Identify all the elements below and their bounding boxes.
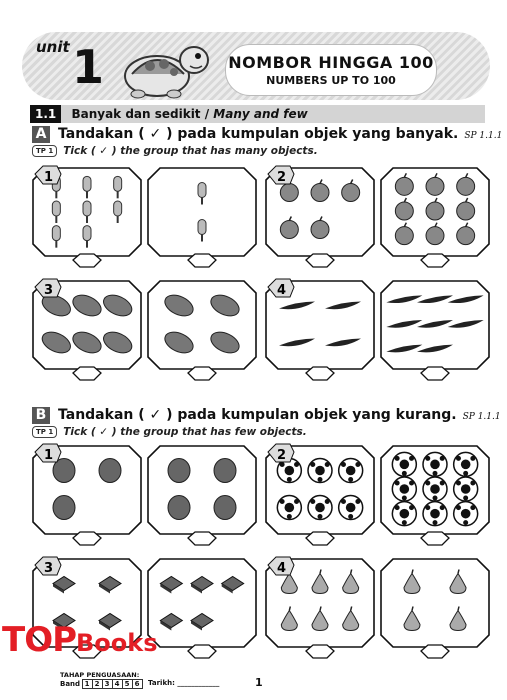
- unit-word: unit: [36, 38, 70, 56]
- football-icon: [392, 477, 416, 501]
- mastery-level-label: TAHAP PENGUASAAN:: [60, 671, 140, 679]
- section-b-q3-right-group-panel: [148, 559, 256, 647]
- section-b-q3-right-tick-box[interactable]: [188, 645, 216, 658]
- section-b-q4-right-tick-box[interactable]: [421, 645, 449, 658]
- section-b-letter: B: [32, 407, 50, 424]
- section-a-q1-right-tick-box[interactable]: [188, 254, 216, 267]
- section-a-q1-left-tick-box[interactable]: [73, 254, 101, 267]
- section-b-instruction: [32, 407, 501, 424]
- turtle-mascot-icon: [112, 34, 222, 102]
- section-a-q4-right-tick-box[interactable]: [421, 367, 449, 380]
- section-a-instruction-text: Tandakan ( ✓ ) pada kumpulan objek yang banyak.: [58, 126, 459, 142]
- watermark-word-top: TOP: [2, 620, 77, 660]
- section-b-q2-right-tick-box[interactable]: [421, 532, 449, 545]
- kiwi-icon: [168, 496, 190, 520]
- band-cell-1[interactable]: 1: [82, 679, 93, 689]
- section-a-question-4: [264, 277, 494, 387]
- date-label: Tarikh:: [148, 679, 175, 687]
- section-a-q4-left-tick-box[interactable]: [306, 367, 334, 380]
- section-a-instruction: [32, 126, 502, 143]
- section-a-sp: SP 1.1.1: [464, 131, 503, 141]
- section-a-q1-right-group-panel: [148, 168, 256, 256]
- section-a-question-1: [31, 164, 261, 274]
- section-b-q4-left-tick-box[interactable]: [306, 645, 334, 658]
- question-number: 1: [44, 448, 54, 463]
- subsection-title-ms: Banyak dan sedikit /: [71, 107, 210, 121]
- section-b-q4-right-group-panel: [381, 559, 489, 647]
- section-b-instruction-en-text: Tick ( ✓ ) the group that has few objects.: [63, 426, 307, 438]
- section-b-q1-left-tick-box[interactable]: [73, 532, 101, 545]
- football-icon: [454, 452, 478, 476]
- topbooks-watermark-logo: [2, 620, 158, 660]
- band-cell-3[interactable]: 3: [102, 679, 113, 689]
- subsection-number: 1.1: [30, 105, 61, 123]
- section-a-q3-right-tick-box[interactable]: [188, 367, 216, 380]
- section-a-q3-right-group-panel: [148, 281, 256, 369]
- football-icon: [392, 452, 416, 476]
- unit-title-ms: NOMBOR HINGGA 100: [228, 53, 434, 72]
- football-icon: [339, 496, 363, 520]
- football-icon: [423, 452, 447, 476]
- section-b-question-1: [31, 442, 261, 552]
- section-b-tp-badge: TP 1: [32, 426, 57, 438]
- section-b-instruction-text: Tandakan ( ✓ ) pada kumpulan objek yang kurang.: [58, 407, 457, 423]
- band-cell-2[interactable]: 2: [92, 679, 103, 689]
- question-number: 3: [44, 283, 54, 298]
- question-number: 2: [277, 448, 287, 463]
- football-icon: [392, 502, 416, 526]
- section-a-letter: A: [32, 126, 50, 143]
- football-icon: [454, 502, 478, 526]
- kiwi-icon: [168, 459, 190, 483]
- band-cell-5[interactable]: 5: [122, 679, 133, 689]
- subsection-title-en: Many and few: [213, 107, 308, 121]
- unit-title-pill: [225, 44, 437, 96]
- section-b-question-2: [264, 442, 494, 552]
- band-label: Band: [60, 680, 81, 688]
- section-a-q2-right-tick-box[interactable]: [421, 254, 449, 267]
- question-number: 1: [44, 170, 54, 185]
- date-field[interactable]: Tarikh: ____________: [148, 679, 220, 687]
- section-b-instruction-en: [32, 426, 307, 438]
- kiwi-icon: [99, 459, 121, 483]
- football-icon: [423, 477, 447, 501]
- section-a-question-2: [264, 164, 494, 274]
- football-icon: [454, 477, 478, 501]
- band-cell-6[interactable]: 6: [132, 679, 143, 689]
- section-b-q2-left-tick-box[interactable]: [306, 532, 334, 545]
- unit-number: 1: [72, 40, 105, 94]
- football-icon: [308, 496, 332, 520]
- kiwi-icon: [214, 496, 236, 520]
- football-icon: [308, 459, 332, 483]
- section-b-sp: SP 1.1.1: [462, 412, 501, 422]
- section-a-instruction-en-text: Tick ( ✓ ) the group that has many objects.: [63, 145, 318, 157]
- section-b-q1-right-tick-box[interactable]: [188, 532, 216, 545]
- section-a-q2-left-tick-box[interactable]: [306, 254, 334, 267]
- section-a-question-3: [31, 277, 261, 387]
- question-number: 4: [277, 283, 287, 298]
- football-icon: [339, 459, 363, 483]
- section-b-question-4: [264, 555, 494, 665]
- watermark-word-books: Books: [76, 629, 158, 657]
- question-number: 3: [44, 561, 54, 576]
- section-a-q3-left-tick-box[interactable]: [73, 367, 101, 380]
- football-icon: [423, 502, 447, 526]
- band-row: [60, 679, 143, 689]
- subsection-bar: [30, 105, 485, 123]
- section-a-instruction-en: [32, 145, 318, 157]
- band-cell-4[interactable]: 4: [112, 679, 123, 689]
- section-a-tp-badge: TP 1: [32, 145, 57, 157]
- question-number: 2: [277, 170, 287, 185]
- question-number: 4: [277, 561, 287, 576]
- unit-title-en: NUMBERS UP TO 100: [266, 74, 396, 87]
- kiwi-icon: [53, 496, 75, 520]
- football-icon: [277, 496, 301, 520]
- page-number: 1: [255, 676, 263, 689]
- kiwi-icon: [214, 459, 236, 483]
- section-b-q1-right-group-panel: [148, 446, 256, 534]
